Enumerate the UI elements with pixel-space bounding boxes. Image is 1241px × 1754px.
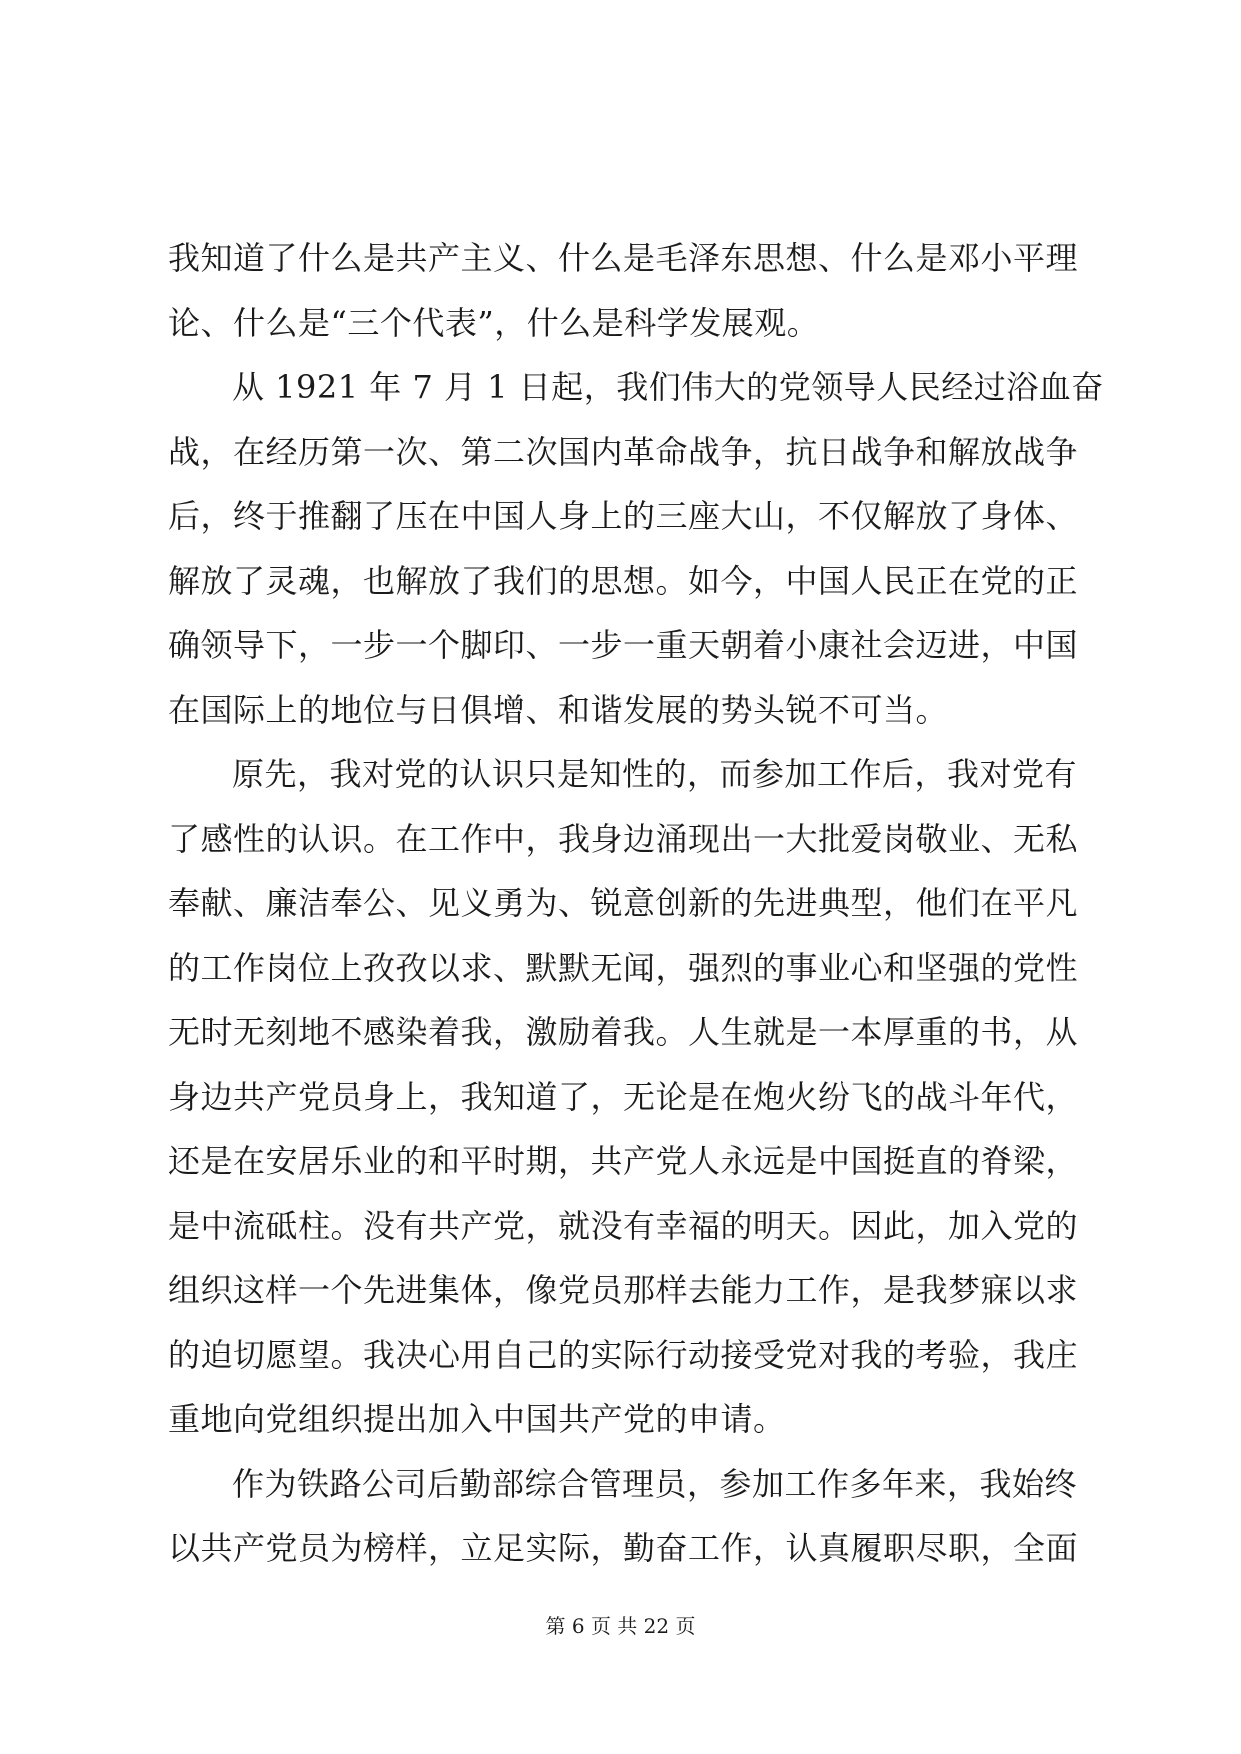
body-text — [168, 226, 1104, 1581]
text-line: 奉献、廉洁奉公、见义勇为、锐意创新的先进典型，他们在平凡 — [168, 884, 1079, 922]
text-line: 原先，我对党的认识只是知性的，而参加工作后，我对党有 — [232, 755, 1078, 793]
text-line: 的迫切愿望。我决心用自己的实际行动接受党对我的考验，我庄 — [168, 1335, 1079, 1374]
text-line: 重地向党组织提出加入中国共产党的申请。 — [168, 1400, 786, 1438]
text-line: 身边共产党员身上，我知道了，无论是在炮火纷飞的战斗年代， — [168, 1077, 1079, 1116]
text-line: 我知道了什么是共产主义、什么是毛泽东思想、什么是邓小平理 — [168, 239, 1079, 277]
text-line: 无时无刻地不感染着我，激励着我。人生就是一本厚重的书，从 — [168, 1013, 1079, 1051]
text-line: 还是在安居乐业的和平时期，共产党人永远是中国挺直的脊梁， — [168, 1142, 1079, 1180]
page-footer: 第 6 页 共 22 页 — [545, 1614, 696, 1638]
text-line: 论、什么是“三个代表”，什么是科学发展观。 — [168, 303, 820, 342]
text-line: 确领导下，一步一个脚印、一步一重天朝着小康社会迈进，中国 — [168, 626, 1079, 664]
text-line: 是中流砥柱。没有共产党，就没有幸福的明天。因此，加入党的 — [168, 1206, 1079, 1245]
text-line: 从 1921 年 7 月 1 日起，我们伟大的党领导人民经过浴血奋 — [232, 368, 1104, 406]
text-line: 解放了灵魂，也解放了我们的思想。如今，中国人民正在党的正 — [168, 561, 1079, 600]
text-line: 作为铁路公司后勤部综合管理员，参加工作多年来，我始终 — [232, 1464, 1078, 1503]
text-line: 的工作岗位上孜孜以求、默默无闻，强烈的事业心和坚强的党性 — [168, 948, 1079, 987]
text-line: 组织这样一个先进集体，像党员那样去能力工作，是我梦寐以求 — [168, 1271, 1079, 1309]
text-line: 在国际上的地位与日俱增、和谐发展的势头锐不可当。 — [168, 690, 949, 729]
text-line: 以共产党员为榜样，立足实际，勤奋工作，认真履职尽职，全面 — [168, 1529, 1079, 1567]
text-line: 后，终于推翻了压在中国人身上的三座大山，不仅解放了身体、 — [168, 497, 1079, 535]
text-line: 了感性的认识。在工作中，我身边涌现出一大批爱岗敬业、无私 — [168, 819, 1079, 858]
text-line: 战，在经历第一次、第二次国内革命战争，抗日战争和解放战争 — [168, 432, 1079, 471]
